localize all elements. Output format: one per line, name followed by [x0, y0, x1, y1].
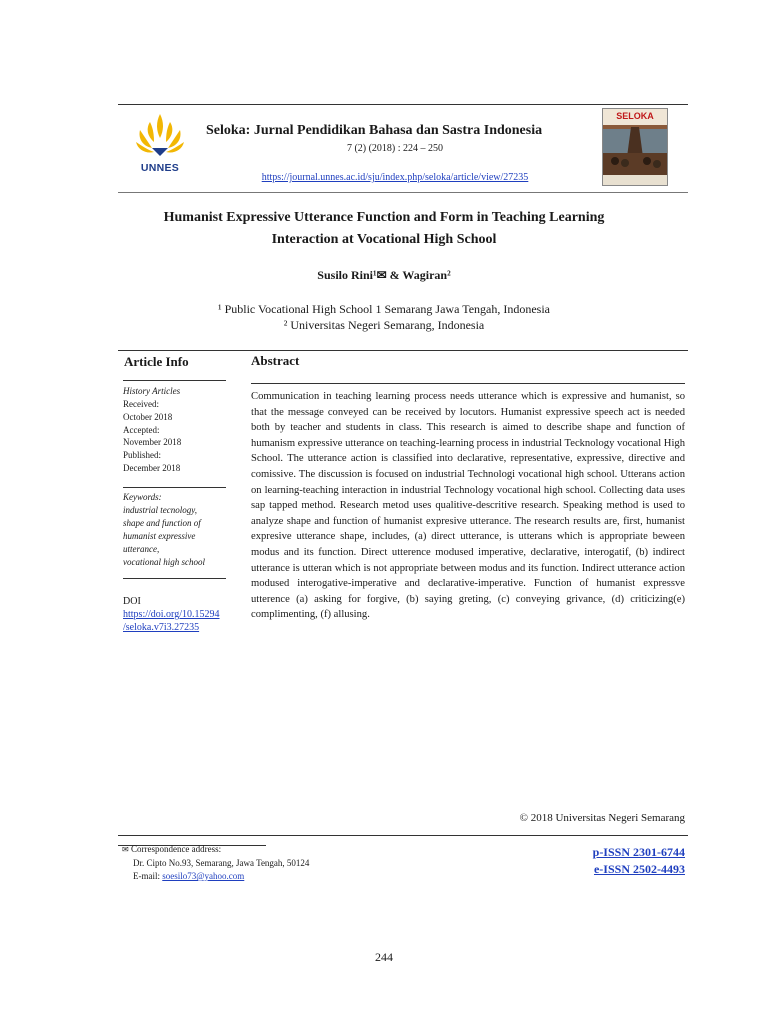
- abstract-text: Communication in teaching learning process needs utterance which is expressive and humanist, so that the message conveyed can be received by locutors. Humanist expressive speech act is needed both by teacher and students in class. This research is aimed to describe shape and function of humanism expressive utterance on teaching-learning process in industrial Tecknology vocational High School. The utterance action is classified into declarative, representative, expressive, directive and comissive. The discussion is focused on industrial Technologi vocational high school. Utterans action on learning-teaching interaction in industrial Technology vocational high school. Collecting data uses sap tapped method. Research metod uses qualitive-descritive research. Speaking method is used to analyze shape and function of humanist expresive utterance. The research results are, first, humanist expresive utterance shape, includes, (a) direct utterance, is utterans which is appropriate beween modus and its function. Direct utterence modused imperative, declarative, interogatif, (b) indirect utterance is utteran which is not appropriate between modus and its function. Indirect utterance action modused interogative-imperative and declarative-imperative. Function of humanist expressve utterence (a) asking for forgive, (b) saying greting, (c) conveying grivance, (d) criticizing(e) complimenting, (f) allusing.: [251, 391, 685, 621]
- correspondence-email-row: [133, 871, 244, 881]
- section-rule: [118, 350, 688, 351]
- keyword: utterance,: [123, 544, 160, 554]
- e-issn[interactable]: e-ISSN 2502-4493: [593, 862, 685, 876]
- keyword: vocational high school: [123, 557, 205, 567]
- affiliation-2: ² Universitas Negeri Semarang, Indonesia: [283, 318, 485, 332]
- article-info-rule: [123, 380, 226, 381]
- doi-link-line-1[interactable]: https://doi.org/10.15294: [123, 609, 220, 620]
- correspondence-label: [122, 844, 221, 854]
- keyword: humanist expressive: [123, 531, 196, 541]
- abstract-rule: [251, 383, 685, 384]
- paper-title-line-2: Interaction at Vocational High School: [271, 232, 497, 247]
- published-date: December 2018: [123, 463, 181, 473]
- page-number: 244: [375, 950, 393, 964]
- cover-title: SELOKA: [616, 111, 654, 121]
- published-label: Published:: [123, 450, 162, 460]
- paper-title-line-1: Humanist Expressive Utterance Function and Form in Teaching Learning: [163, 210, 605, 225]
- doi-label: DOI: [123, 596, 141, 607]
- accepted-label: Accepted:: [123, 425, 160, 435]
- copyright-rule: [118, 835, 688, 836]
- doi-link-line-2[interactable]: /seloka.v7i3.27235: [123, 622, 200, 633]
- history-label: History Articles: [123, 386, 181, 396]
- email-link[interactable]: soesilo73@yahoo.com: [162, 871, 245, 881]
- keyword: industrial tecnology,: [123, 505, 197, 515]
- header-rule: [118, 192, 688, 193]
- correspondence-label-text: Correspondence address:: [130, 844, 222, 854]
- journal-volume: 7 (2) (2018) : 224 – 250: [346, 143, 444, 154]
- article-info-heading: Article Info: [124, 354, 189, 369]
- doi-rule: [123, 578, 226, 579]
- correspondence-address: Dr. Cipto No.93, Semarang, Jawa Tengah, 50124: [133, 858, 310, 868]
- abstract-heading: Abstract: [251, 353, 300, 368]
- paper-title: [120, 207, 648, 251]
- keywords-rule: [123, 487, 226, 488]
- p-issn[interactable]: p-ISSN 2301-6744: [592, 845, 685, 859]
- envelope-icon: ✉: [122, 845, 129, 854]
- journal-url-link[interactable]: https://journal.unnes.ac.id/sju/index.php/seloka/article/view/27235: [261, 172, 529, 183]
- journal-cover-image: [602, 108, 668, 186]
- received-label: Received:: [123, 399, 159, 409]
- email-label: E-mail:: [133, 871, 160, 881]
- copyright: © 2018 Universitas Negeri Semarang: [519, 812, 685, 824]
- top-rule: [118, 104, 688, 105]
- authors: Susilo Rini¹✉ & Wagiran²: [317, 268, 451, 282]
- accepted-date: November 2018: [123, 437, 182, 447]
- logo-text: UNNES: [140, 162, 180, 174]
- received-date: October 2018: [123, 412, 173, 422]
- journal-title: Seloka: Jurnal Pendidikan Bahasa dan Sastra Indonesia: [206, 123, 543, 138]
- keyword: shape and function of: [123, 518, 201, 528]
- keywords-label: Keywords:: [123, 492, 162, 502]
- affiliation-1: ¹ Public Vocational High School 1 Semarang Jawa Tengah, Indonesia: [217, 302, 551, 316]
